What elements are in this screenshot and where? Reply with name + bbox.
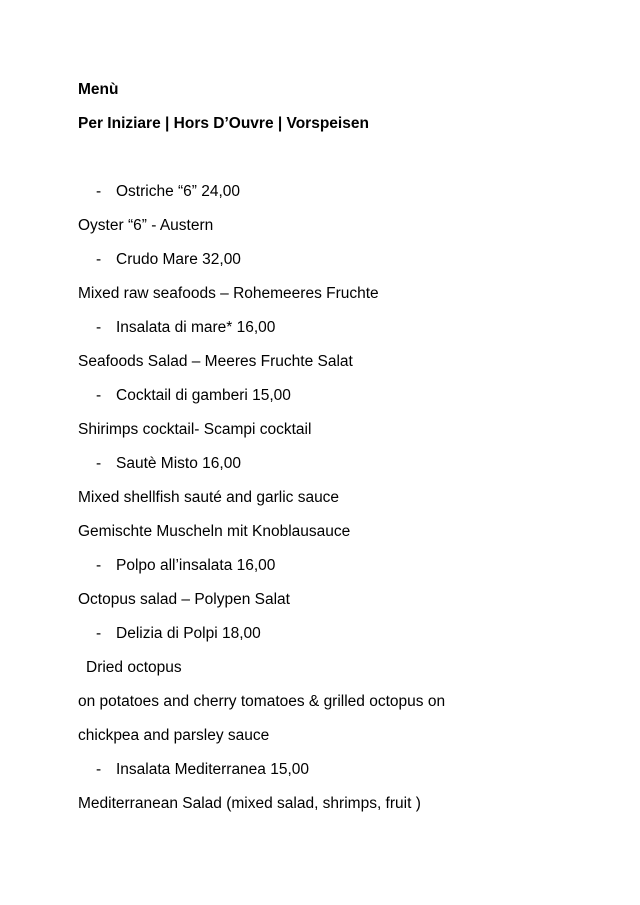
menu-item-insalata-di-mare [78,318,618,338]
item-description: Oyster “6” - Austern [78,217,214,234]
item-description: Seafoods Salad – Meeres Fruchte Salat [78,353,353,370]
menu-item-ostriche [78,182,618,202]
bullet-dash: - [96,761,102,778]
bullet-dash: - [96,387,102,404]
item-description: Octopus salad – Polypen Salat [78,591,290,608]
menu-document [78,80,618,828]
bullet-dash: - [96,455,102,472]
menu-item-insalata-mediterranea [78,760,618,780]
item-text: Sautè Misto 16,00 [116,455,241,472]
item-description: Shirimps cocktail- Scampi cocktail [78,421,312,438]
menu-item-delizia-polpi [78,624,618,644]
item-description: Gemischte Muscheln mit Knoblausauce [78,523,351,540]
menu-item-cocktail-gamberi [78,386,618,406]
item-description: on potatoes and cherry tomatoes & grilled octopus on [78,693,446,710]
bullet-dash: - [96,625,102,642]
item-description: Mediterranean Salad (mixed salad, shrimps, fruit ) [78,795,421,812]
menu-item-crudo-mare [78,250,618,270]
item-text: Cocktail di gamberi 15,00 [116,387,291,404]
menu-item-saute-misto [78,454,618,474]
bullet-dash: - [96,557,102,574]
item-description: Dried octopus [86,659,182,676]
item-text: Delizia di Polpi 18,00 [116,625,261,642]
bullet-dash: - [96,183,102,200]
menu-title: Menù [78,81,119,98]
item-text: Crudo Mare 32,00 [116,251,241,268]
item-text: Insalata Mediterranea 15,00 [116,761,310,778]
item-description: Mixed raw seafoods – Rohemeeres Fruchte [78,285,379,302]
bullet-dash: - [96,251,102,268]
item-text: Insalata di mare* 16,00 [116,319,276,336]
item-description: chickpea and parsley sauce [78,727,270,744]
item-text: Polpo all’insalata 16,00 [116,557,276,574]
section-heading: Per Iniziare | Hors D’Ouvre | Vorspeisen [78,115,369,132]
item-description: Mixed shellfish sauté and garlic sauce [78,489,340,506]
menu-item-polpo-insalata [78,556,618,576]
item-text: Ostriche “6” 24,00 [116,183,241,200]
bullet-dash: - [96,319,102,336]
